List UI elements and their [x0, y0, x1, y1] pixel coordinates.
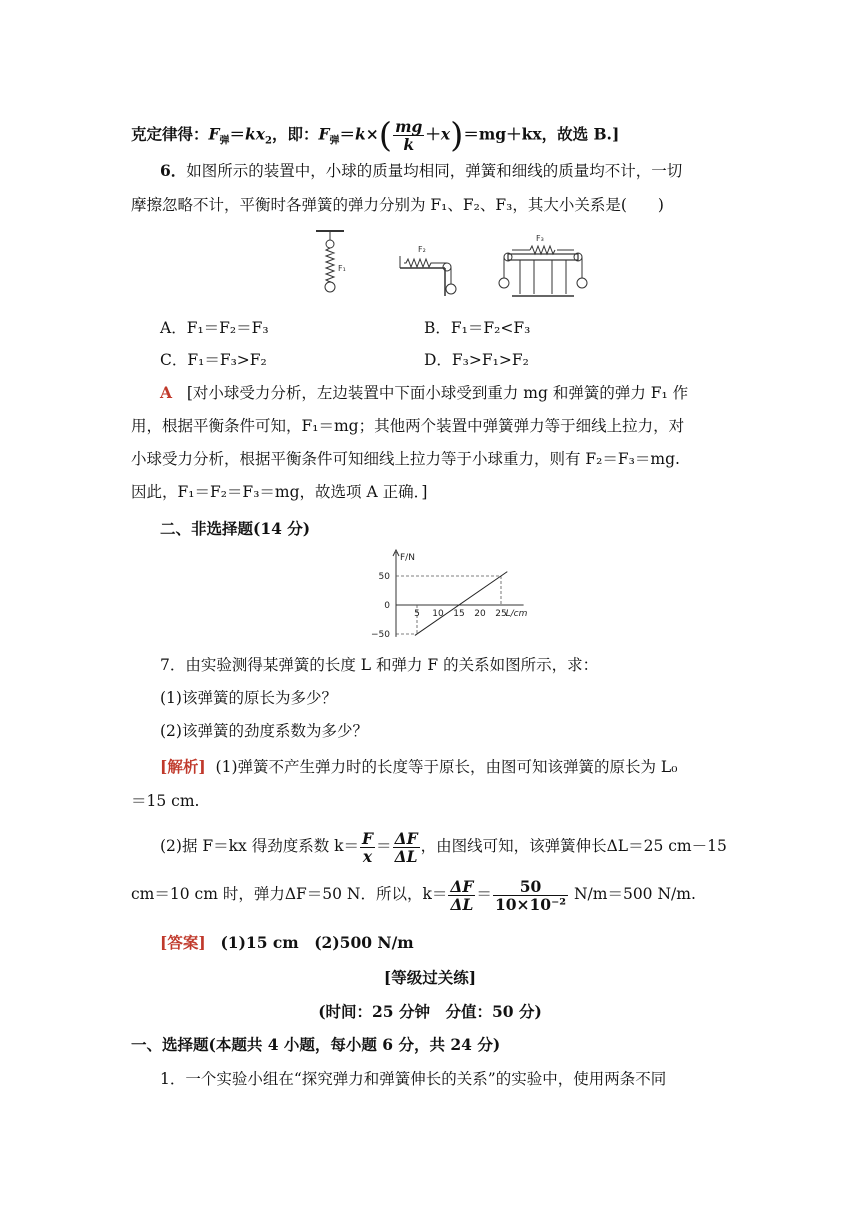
answer-text: (1)15 cm (2)500 N/m: [220, 933, 414, 952]
q6-figure: [300, 226, 590, 302]
left-paren: (: [378, 115, 393, 156]
q6-explanation-1: [160, 382, 688, 404]
q7-s2a-pre: (2)据 F＝kx 得劲度系数 k＝: [160, 837, 360, 855]
q6-number: 6．: [160, 161, 187, 180]
top-continuation-line: [131, 115, 620, 156]
top-prefix: 克定律得：: [131, 124, 209, 144]
frac4-den: 10×10⁻²: [494, 894, 567, 914]
section-2-heading: 二、非选择题(14 分): [160, 519, 311, 538]
top-frac-den: k: [403, 135, 415, 154]
q6-explanation-4: 因此，F₁＝F₂＝F₃＝mg，故选项 A 正确．]: [131, 483, 428, 501]
top-plus: ＋: [425, 124, 441, 144]
jiexi-tag: [解析]: [160, 757, 206, 776]
option-d: D．F₃>F₁>F₂: [424, 351, 529, 369]
q7-s1a: (1)弹簧不产生弹力时的长度等于原长，由图可知该弹簧的原长为 L₀: [215, 758, 678, 776]
top-mid: ，即：: [272, 124, 319, 144]
device-2-horizontal-spring: [400, 245, 456, 296]
chart-series: [415, 572, 507, 636]
option-a: A．F₁＝F₂＝F₃: [160, 319, 269, 337]
fig-label-f2: F₂: [418, 245, 426, 254]
top-sub2: 弹: [329, 135, 340, 147]
x-tick-label: 5: [414, 609, 420, 619]
y-tick-label: 50: [378, 572, 390, 582]
frac2-den: ΔL: [394, 846, 418, 866]
top-kx-sub: 2: [265, 135, 272, 147]
y-tick-label: 0: [384, 601, 390, 611]
frac1-den: x: [362, 846, 373, 866]
q6-line-2: [131, 194, 664, 216]
top-times: ×: [365, 124, 379, 144]
q6-line-1: [160, 160, 682, 182]
q6-text-1: 如图所示的装置中，小球的质量均相同，弹簧和细线的质量均不计，一切: [186, 162, 683, 180]
frac-f-over-x: [360, 830, 375, 865]
chart-axes: [393, 550, 528, 637]
top-tail: ＝mg＋kx，故选 B.]: [463, 124, 620, 144]
q7-solution-1: [160, 756, 677, 778]
q7-answer: [160, 932, 414, 954]
q7-s2b-pre: cm＝10 cm 时，弹力ΔF＝50 N．所以，k＝: [131, 885, 448, 903]
frac-df-over-dl-2: [448, 878, 475, 913]
top-eq1: ＝: [229, 124, 246, 144]
frac-df-over-dl: [393, 830, 420, 865]
top-sub1: 弹: [219, 135, 230, 147]
top-x: x: [440, 124, 451, 144]
x-tick-label: 10: [432, 609, 444, 619]
top-kx: kx: [245, 124, 266, 144]
x-axis-label: L/cm: [505, 609, 528, 619]
top-f1: F: [208, 124, 220, 144]
x-tick-label: 25: [495, 609, 507, 619]
frac4-num: 50: [493, 878, 568, 896]
q7-s2b-post: N/m＝500 N/m.: [569, 885, 696, 903]
chart-ticks: [371, 572, 507, 640]
force-length-line: [415, 572, 507, 636]
frac1-num: F: [362, 828, 374, 848]
q7-s2a-post: ，由图线可知，该弹簧伸长ΔL＝25 cm－15: [420, 837, 727, 855]
q7-eq2: ＝: [476, 885, 492, 903]
q7-sub-2: (2)该弹簧的劲度系数为多少？: [160, 722, 368, 740]
device-1-vertical-spring: [316, 231, 346, 292]
frac2-num: ΔF: [394, 828, 418, 848]
q7-eq: ＝: [376, 837, 392, 855]
q7-solution-2b: [131, 872, 696, 916]
q6-text-2: 摩擦忽略不计，平衡时各弹簧的弹力分别为 F₁、F₂、F₃，其大小关系是( ): [131, 196, 664, 214]
top-eq2: ＝: [339, 124, 356, 144]
q7-sub-1: (1)该弹簧的原长为多少？: [160, 689, 337, 707]
fig-label-f1: F₁: [338, 264, 346, 273]
y-axis-label: F/N: [400, 553, 415, 563]
x-tick-label: 20: [474, 609, 486, 619]
level-meta: (时间：25 分钟 分值：50 分): [318, 1002, 542, 1021]
q6-answer-letter: A: [160, 383, 173, 402]
q6-explanation-2: 用，根据平衡条件可知，F₁＝mg；其他两个装置中弹簧弹力等于细线上拉力，对: [131, 417, 685, 435]
frac3-num: ΔF: [450, 876, 474, 896]
level-q1: 1．一个实验小组在“探究弹力和弹簧伸长的关系”的实验中，使用两条不同: [160, 1070, 667, 1088]
frac-50-over: [493, 878, 568, 913]
top-k: k: [355, 124, 366, 144]
level-section-1: 一、选择题(本题共 4 小题，每小题 6 分，共 24 分): [131, 1035, 501, 1054]
q7-solution-2a: [160, 826, 727, 866]
y-tick-label: −50: [371, 630, 390, 640]
fig-label-f3: F₃: [536, 234, 544, 243]
q6-explanation-3: 小球受力分析，根据平衡条件可知细线上拉力等于小球重力，则有 F₂＝F₃＝mg.: [131, 450, 680, 468]
option-b: B．F₁＝F₂<F₃: [424, 319, 531, 337]
level-title: [等级过关练]: [383, 968, 477, 987]
option-c: C．F₁＝F₃>F₂: [160, 351, 267, 369]
right-paren: ): [450, 115, 464, 156]
frac3-den: ΔL: [450, 894, 474, 914]
q7-solution-1b: ＝15 cm.: [131, 792, 200, 810]
top-fraction: [393, 118, 424, 153]
force-length-chart: [360, 548, 540, 642]
top-f2: F: [318, 124, 330, 144]
answer-tag: [答案]: [160, 933, 206, 952]
q6-exp-1: [对小球受力分析，左边装置中下面小球受到重力 mg 和弹簧的弹力 F₁ 作: [186, 384, 689, 402]
top-frac-num: mg: [395, 117, 423, 136]
device-3-table-spring: [499, 234, 587, 296]
q7-stem: 7．由实验测得某弹簧的长度 L 和弹力 F 的关系如图所示，求：: [160, 656, 599, 674]
x-tick-label: 15: [453, 609, 465, 619]
